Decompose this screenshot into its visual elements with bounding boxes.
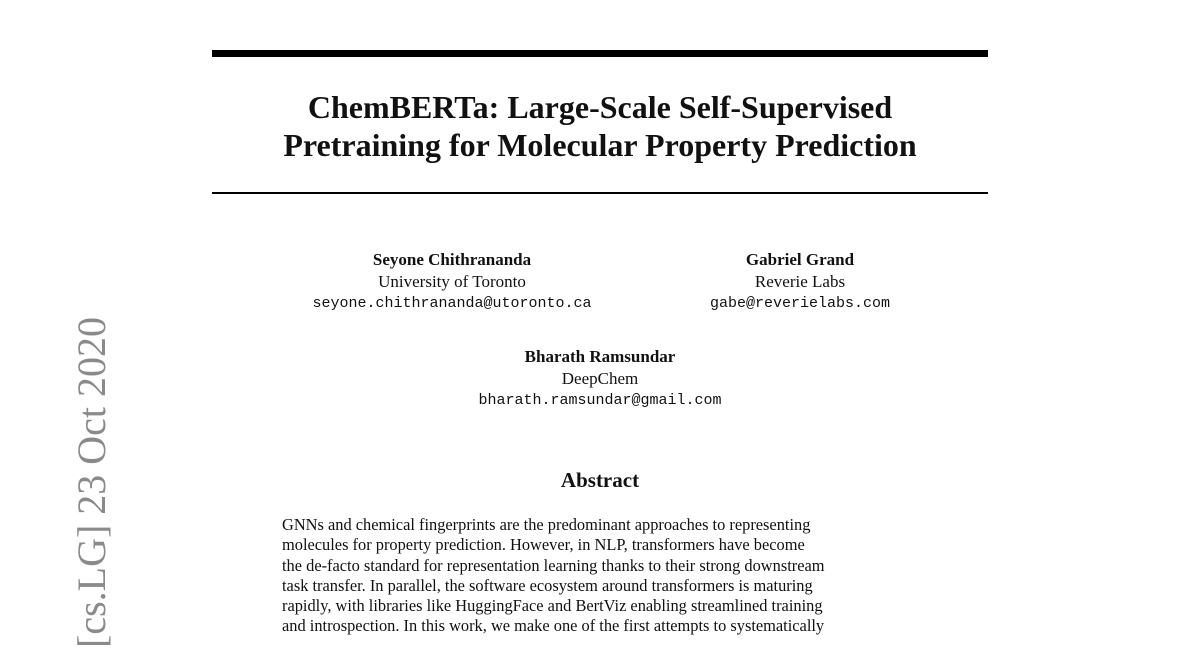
author-name: Seyone Chithrananda bbox=[372, 250, 532, 269]
abstract-line: the de-facto standard for representation learning thanks to their strong downstream bbox=[282, 555, 825, 575]
abstract-line: task transfer. In parallel, the software ecosystem around transformers is maturing bbox=[282, 575, 813, 595]
abstract-line: molecules for property prediction. However, in NLP, transformers have become bbox=[282, 535, 805, 555]
author-name: Gabriel Grand bbox=[745, 250, 855, 269]
abstract-line: rapidly, with libraries like HuggingFace and BertViz enabling streamlined training bbox=[282, 596, 823, 616]
arxiv-stamp-text: [cs.LG] 23 Oct 2020 bbox=[69, 316, 114, 648]
author-affiliation: Reverie Labs bbox=[754, 272, 846, 291]
title-line-2: Pretraining for Molecular Property Prediction bbox=[283, 127, 917, 163]
author-block-1 bbox=[262, 249, 642, 315]
author-affiliation: University of Toronto bbox=[378, 272, 526, 291]
abstract-body bbox=[282, 515, 922, 637]
paper-title bbox=[212, 88, 988, 164]
author-block-2 bbox=[660, 249, 940, 315]
title-line-1: ChemBERTa: Large-Scale Self-Supervised bbox=[307, 89, 893, 125]
title-top-rule bbox=[212, 50, 988, 57]
abstract-line: and introspection. In this work, we make one of the first attempts to systematically bbox=[282, 616, 825, 636]
author-email: bharath.ramsundar@gmail.com bbox=[478, 392, 722, 409]
abstract-line: GNNs and chemical fingerprints are the predominant approaches to representing bbox=[282, 515, 811, 534]
author-email: gabe@reverielabs.com bbox=[709, 295, 891, 312]
author-email: seyone.chithrananda@utoronto.ca bbox=[312, 295, 592, 312]
author-affiliation: DeepChem bbox=[561, 369, 639, 388]
abstract-heading: Abstract bbox=[560, 468, 640, 492]
title-bottom-rule bbox=[212, 192, 988, 194]
author-name: Bharath Ramsundar bbox=[524, 347, 676, 366]
author-block-3 bbox=[400, 346, 800, 412]
arxiv-side-stamp bbox=[23, 312, 114, 648]
